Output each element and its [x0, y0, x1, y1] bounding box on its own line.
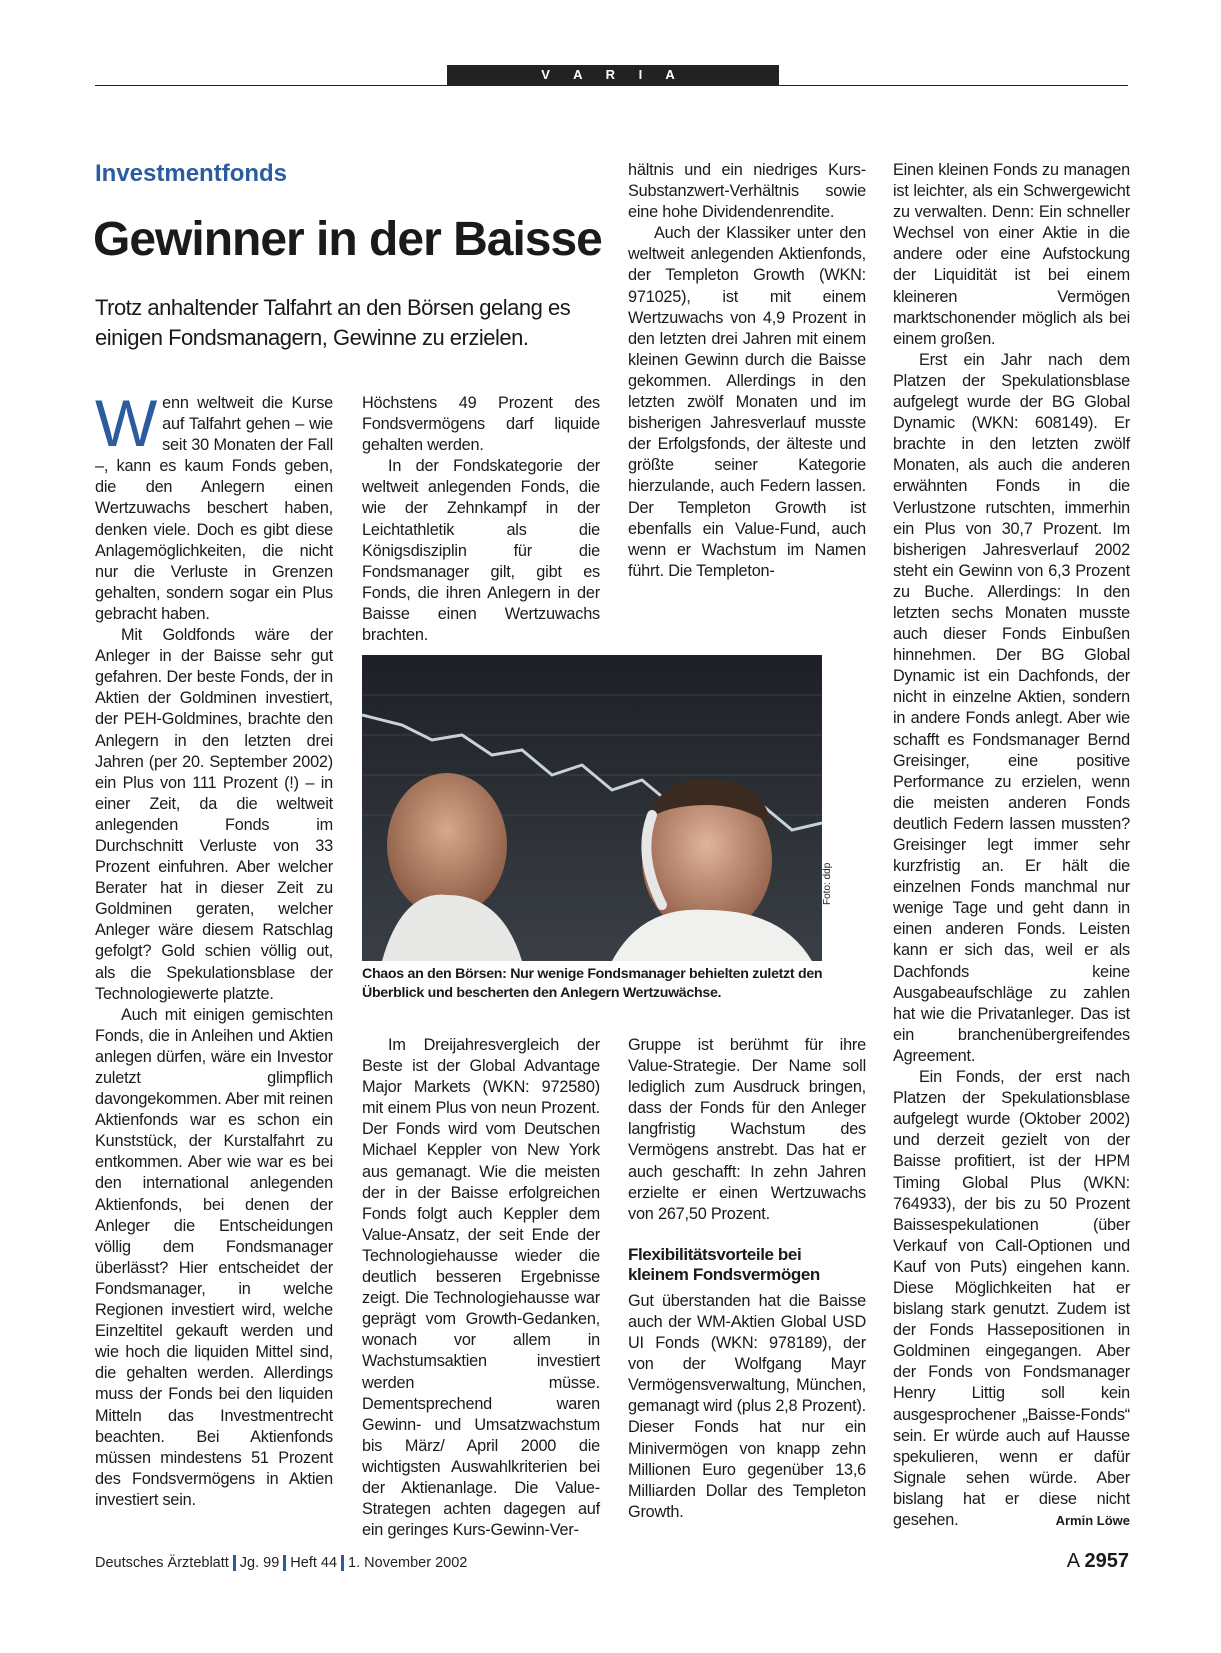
separator [233, 1555, 236, 1571]
issue: Heft 44 [290, 1555, 338, 1571]
header-rule [95, 85, 1128, 86]
paragraph: Einen kleinen Fonds zu managen ist leichter, als ein Schwergewicht zu verwalten. Denn: Ein schneller Wechsel von einer Aktie in die andere oder eine Aufstockung der Liquidität ist bei einem kleineren Vermögen marktschonender möglich als bei einem großen. [893, 161, 1130, 348]
paragraph: Im Dreijahresvergleich der Beste ist der Global Advantage Major Markets (WKN: 972580) mit einem Plus von neun Prozent. Der Fonds wird vom Deutschen Michael Keppler von New York aus gemanagt. Wie die meisten der in der Baisse erfolgreichen Fonds folgt auch Keppler dem Value-Ansatz, der seit Ende der Technologiehausse wieder die deutlich besseren Ergebnisse zeigt. Die Technologiehausse war geprägt vom Growth-Gedanken, wonach vor allem in Wachstumsaktien investiert werden müsse. Dementsprechend waren Gewinn- und Umsatzwachstum bis März/ April 2000 die wichtigsten Auswahlkriterien bei der Aktienanlage. Die Value-Strategen achten dagegen auf ein geringes Kurs-Gewinn-Ver- [362, 1036, 600, 1540]
separator [283, 1555, 286, 1571]
volume: Jg. 99 [239, 1555, 280, 1571]
paragraph: hältnis und ein niedriges Kurs-Substanzwert-Verhältnis sowie eine hohe Dividendenrendite. [628, 161, 866, 222]
column-4 [893, 160, 1130, 1531]
column-3-bottom [628, 1035, 866, 1523]
footer [95, 1555, 467, 1571]
paragraph: Auch der Klassiker unter den weltweit anlegenden Aktienfonds, der Templeton Growth (WKN: 971025), ist mit einem Wertzuwachs von 4,9 Prozent in den letzten drei Jahren mit einem kleinen Gewinn durch die Baisse gekommen. Allerdings in den letzten zwölf Monaten und im bisherigen Jahresverlauf musste der Erfolgsfonds, der älteste und größte seiner Kategorie hierzulande, auch Federn lassen. Der Templeton Growth ist ebenfalls ein Value-Fund, auch wenn er Wachstum im Namen führt. Die Templeton- [628, 224, 866, 580]
headline: Gewinner in der Baisse [93, 213, 602, 266]
kicker: Investmentfonds [95, 160, 288, 187]
photo-credit: Foto: ddp [822, 862, 833, 905]
journal-name: Deutsches Ärzteblatt [95, 1555, 229, 1571]
drop-cap: W [95, 386, 158, 460]
paragraph: Wenn weltweit die Kurse auf Talfahrt gehen – wie seit 30 Monaten der Fall –, kann es kaum Fonds geben, die den Anlegern einen Wertzuwachs beschert haben, denken viele. Doch es gibt diese Anlagemöglichkeiten, die nicht nur die Verluste in Grenzen gehalten, sondern sogar ein Plus gebracht haben. [95, 386, 333, 623]
section-label: V A R I A [447, 65, 779, 85]
subheading: Flexibilitätsvorteile bei kleinem Fondsvermögen [628, 1244, 820, 1284]
lead-paragraph: Trotz anhaltender Talfahrt an den Börsen gelang es einigen Fondsmanagern, Gewinne zu erzielen. [95, 295, 571, 350]
page-number: A 2957 [1066, 1550, 1129, 1572]
paragraph: Ein Fonds, der erst nach Platzen der Spekulationsblase aufgelegt wurde (Oktober 2002) und derzeit gezielt von der Baisse profitiert, ist der HPM Timing Global Plus (WKN: 764933), der bis zu 50 Prozent Baissespekulationen (über Verkauf von Call-Optionen und Kauf von Puts) eingehen kann. Diese Möglichkeiten hat er bislang stark genutzt. Zudem ist der Fonds Hassepositionen in Goldminen eingegangen. Aber der Fonds von Fondsmanager Henry Littig soll kein ausgesprochener „Baisse-Fonds“ sein. Er würde auch auf Hausse spekulieren, wenn er dafür Signale sehen würde. Aber bislang hat er diese nicht gesehen. Armin Löwe [893, 1067, 1130, 1531]
paragraph: Erst ein Jahr nach dem Platzen der Spekulationsblase aufgelegt wurde der BG Global Dynamic (WKN: 608149). Er brachte in den letzten zwölf Monaten, als auch die anderen erwähnten Fonds in die Verlustzone rutschten, immerhin ein Plus von 30,7 Prozent. Im bisherigen Jahresverlauf 2002 steht ein Gewinn von 6,3 Prozent zu Buche. Allerdings: In den letzten sechs Monaten musste auch dieser Fonds Einbußen hinnehmen. Der BG Global Dynamic ist ein Dachfonds, der nicht in einzelne Aktien, sondern in andere Fonds anlegt. Aber wie schafft es Fondsmanager Bernd Greisinger, eine positive Performance zu erzielen, wenn die meisten anderen Fonds deutlich Federn lassen mussten? Greisinger legt immer sehr kurzfristig an. Er hält die einzelnen Fonds manchmal nur wenige Tage und geht dann in einen anderen Fonds. Leisten kann er sich das, weil er als Dachfonds keine Ausgabeaufschläge zu zahlen hat wie die Privatanleger. Das ist ein branchenübergreifendes Agreement. [893, 350, 1130, 1065]
photo-stock-traders [362, 655, 822, 961]
photo-caption: Chaos an den Börsen: Nur wenige Fondsmanager behielten zuletzt den Überblick und bescherten den Anlegern Wertzuwächse. [362, 966, 823, 1001]
photo-illustration [362, 655, 822, 961]
paragraph: In der Fondskategorie der weltweit anlegenden Fonds, die wie der Zehnkampf in der Leichtathletik als die Königsdisziplin für die Fondsmanager gilt, gibt es Fonds, die ihren Anlegern in der Baisse einen Wertzuwachs brachten. [362, 457, 600, 645]
paragraph: Mit Goldfonds wäre der Anleger in der Baisse sehr gut gefahren. Der beste Fonds, der in Aktien der Goldminen investiert, der PEH-Goldmines, brachte den Anlegern in den letzten drei Jahren (per 20. September 2002) ein Plus von 111 Prozent (!) – in einer Zeit, da die weltweit anlegenden Fonds im Durchschnitt Verluste von 33 Prozent einfuhren. Aber welcher Berater hat in dieser Zeit zu Goldminen geraten, welcher Anleger wäre diesem Ratschlag gefolgt? Gold schien völlig out, als die Spekulationsblase der Technologiewerte platzte. [95, 626, 333, 1003]
author-byline: Armin Löwe [1055, 1513, 1130, 1528]
column-1 [95, 386, 333, 1511]
column-3-top [628, 160, 866, 582]
paragraph: Gut überstanden hat die Baisse auch der WM-Aktien Global USD UI Fonds (WKN: 978189), der von der Wolfgang Mayr Vermögensverwaltung, München, gemanagt wird (plus 2,8 Prozent). Dieser Fonds hat nur ein Minivermögen von knapp zehn Millionen Euro gegenüber 13,6 Milliarden Dollar des Templeton Growth. [628, 1291, 866, 1521]
separator [341, 1555, 344, 1571]
paragraph: Auch mit einigen gemischten Fonds, die in Anleihen und Aktien anlegen dürfen, wäre ein Investor zuletzt glimpflich davongekommen. Aber mit reinen Aktienfonds war es schon ein Kunststück, der Kurstalfahrt zu entkommen. Aber wie war es bei den international anlegenden Aktienfonds, bei denen der Anleger die Entscheidungen völlig dem Fondsmanager überlässt? Hier entscheidet der Fondsmanager, in welche Regionen investiert wird, welche Einzeltitel gekauft werden und wie hoch die liquiden Mittel sind, die gehalten werden. Allerdings muss der Fonds bei den liquiden Mitteln das Investmentrecht beachten. Bei Aktienfonds müssen mindestens 51 Prozent des Fondsvermögens in Aktien investiert sein. [95, 1005, 333, 1509]
column-2-bottom [362, 1035, 600, 1541]
paragraph: Gruppe ist berühmt für ihre Value-Strategie. Der Name soll lediglich zum Ausdruck bringen, dass der Fonds für den Anleger langfristig Wachstum des Vermögens anstrebt. Das hat er auch geschafft: In zehn Jahren erzielte er einen Wertzuwachs von 267,50 Prozent. [628, 1036, 866, 1223]
paragraph: Höchstens 49 Prozent des Fondsvermögens darf liquide gehalten werden. [362, 394, 600, 455]
issue-date: 1. November 2002 [348, 1555, 468, 1571]
column-2-top [362, 393, 600, 646]
